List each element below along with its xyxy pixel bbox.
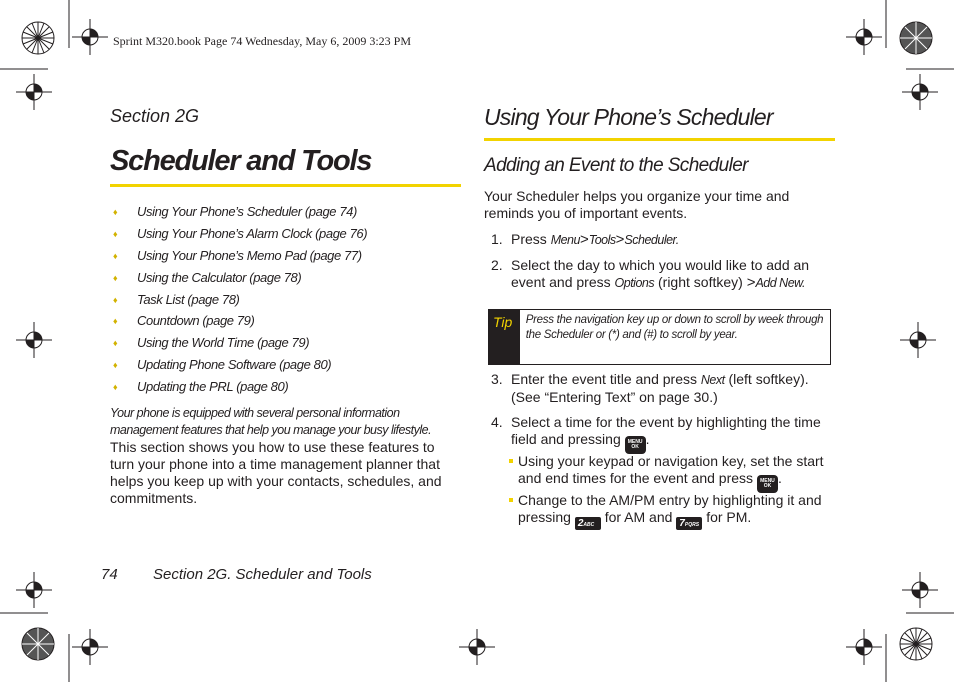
title-rule	[110, 184, 461, 187]
crosshair-icon	[16, 322, 52, 358]
topic-title: Using Your Phone’s Scheduler	[484, 104, 773, 130]
menu-path-item: Menu	[550, 233, 580, 247]
crosshair-icon	[846, 629, 882, 665]
intro-lead-line: management features that help you manage your busy lifestyle.	[110, 423, 432, 437]
topic-rule	[484, 138, 835, 141]
step-text: Select the day to which you would like to add an	[511, 257, 810, 273]
toc-item-label: Updating the PRL (page 80)	[137, 379, 289, 395]
star-target-icon	[21, 627, 55, 661]
intro-body: This section shows you how to use these features to turn your phone into a time management planner that helps you keep up with your contacts, schedules, and commitments.	[110, 439, 442, 506]
page-number: 74	[101, 566, 118, 583]
toc-item-label: Using Your Phone’s Memo Pad (page 77)	[137, 247, 362, 263]
key-label: MENU	[760, 478, 775, 484]
diamond-bullet-icon: ♦	[113, 338, 118, 349]
toc-item[interactable]	[110, 312, 367, 334]
star-target-icon	[899, 627, 933, 661]
diamond-bullet-icon: ♦	[113, 250, 118, 261]
sub-bullet	[518, 453, 834, 493]
step-number: 2.	[491, 257, 503, 273]
diamond-bullet-icon: ♦	[113, 316, 118, 327]
diamond-bullet-icon: ♦	[113, 207, 118, 217]
key-label: PQRS	[684, 522, 700, 528]
toc-item[interactable]	[110, 334, 367, 356]
chapter-title: Scheduler and Tools	[110, 145, 372, 177]
step-text: event and press	[511, 274, 611, 290]
menu-path-item: Add New.	[755, 276, 805, 290]
tip-box	[488, 309, 831, 365]
key-label: ABC	[583, 522, 595, 528]
intro-lead-line: Your phone is equipped with several personal information	[110, 406, 400, 420]
toc-list	[110, 203, 367, 400]
key-label: MENU	[627, 439, 643, 445]
step-text: Press	[511, 231, 547, 247]
footer-section-name: Section 2G. Scheduler and Tools	[153, 566, 372, 583]
step-text: Enter the event title and press	[511, 371, 697, 387]
step-text: field and pressing	[511, 431, 621, 447]
crosshair-icon	[459, 629, 495, 665]
step-number: 4.	[491, 414, 503, 430]
toc-item-label: Countdown (page 79)	[137, 313, 255, 329]
toc-item[interactable]	[110, 225, 367, 247]
bullet-text: Change to the AM/PM entry by highlighting it and	[518, 492, 822, 508]
crosshair-icon	[16, 74, 52, 110]
topic-intro: Your Scheduler helps you organize your time and reminds you of important events.	[484, 188, 790, 221]
step-text: (See “Entering Text” on page 30.)	[511, 389, 718, 405]
diamond-bullet-icon: ♦	[113, 382, 118, 393]
key-label: OK	[763, 483, 772, 489]
print-info-header: Sprint M320.book Page 74 Wednesday, May 6, 2009 3:23 PM	[113, 34, 412, 48]
star-target-icon	[21, 21, 55, 55]
crosshair-icon	[16, 572, 52, 608]
subheading: Adding an Event to the Scheduler	[484, 155, 748, 176]
tip-text: Press the navigation key up or down to scroll by week through the Scheduler or (*) and (#) to scroll by year.	[525, 314, 824, 341]
step-2	[491, 257, 833, 292]
key-7-pqrs-icon	[676, 517, 702, 530]
key-2-abc-icon	[575, 517, 601, 530]
section-intro	[110, 405, 462, 507]
crosshair-icon	[846, 19, 882, 55]
key-label: 7	[679, 518, 685, 529]
toc-item[interactable]	[110, 356, 367, 378]
crosshair-icon	[902, 74, 938, 110]
bullet-text: Using your keypad or navigation key, set the start	[518, 453, 824, 469]
diamond-bullet-icon: ♦	[113, 294, 118, 305]
step-number: 3.	[491, 371, 503, 387]
square-bullet-icon	[509, 459, 513, 463]
toc-item[interactable]	[110, 203, 367, 225]
step-text: .	[645, 431, 650, 447]
step-text: (left softkey).	[728, 371, 809, 387]
bullet-text: for PM.	[706, 509, 752, 525]
menu-path-item: Scheduler.	[624, 233, 679, 247]
tip-label: Tip	[489, 310, 520, 364]
crosshair-icon	[72, 629, 108, 665]
step-text: Select a time for the event by highlighting the time	[511, 414, 821, 430]
section-label: Section 2G	[110, 106, 200, 126]
toc-item-label: Using Your Phone’s Scheduler (page 74)	[137, 204, 357, 219]
toc-item-label: Using the World Time (page 79)	[137, 335, 310, 351]
menu-ok-key-icon	[757, 475, 778, 493]
path-separator: >	[579, 231, 589, 248]
toc-item-label: Using Your Phone’s Alarm Clock (page 76)	[137, 225, 368, 241]
square-bullet-icon	[509, 498, 513, 502]
toc-item-label: Using the Calculator (page 78)	[137, 269, 302, 285]
diamond-bullet-icon: ♦	[113, 360, 118, 371]
toc-item[interactable]	[110, 291, 367, 313]
bullet-text: .	[777, 470, 782, 486]
menu-ok-key-icon	[625, 436, 646, 454]
sub-bullet	[518, 492, 834, 530]
toc-item[interactable]	[110, 269, 367, 291]
menu-path-item: Tools	[588, 233, 616, 247]
softkey-label: Next	[700, 373, 725, 387]
step-text: (right softkey)	[658, 274, 743, 290]
crosshair-icon	[902, 572, 938, 608]
crosshair-icon	[72, 19, 108, 55]
key-label: OK	[631, 444, 639, 450]
bullet-text: pressing	[518, 509, 571, 525]
bullet-text: and end times for the event and press	[518, 470, 754, 486]
path-separator: >	[746, 274, 756, 291]
toc-item-label: Updating Phone Software (page 80)	[137, 357, 332, 373]
step-number: 1.	[491, 231, 503, 247]
step-3	[491, 371, 833, 406]
toc-item[interactable]	[110, 247, 367, 269]
diamond-bullet-icon: ♦	[113, 228, 118, 239]
bullet-text: for AM and	[604, 509, 673, 525]
star-target-icon	[899, 21, 933, 55]
crosshair-icon	[900, 322, 936, 358]
path-separator: >	[615, 231, 625, 248]
softkey-label: Options	[614, 276, 655, 290]
key-label: 2	[577, 518, 584, 529]
step-1	[491, 231, 679, 249]
toc-item-label: Task List (page 78)	[137, 291, 240, 307]
step-4	[491, 414, 833, 454]
diamond-bullet-icon: ♦	[113, 272, 118, 283]
toc-item[interactable]	[110, 378, 367, 400]
